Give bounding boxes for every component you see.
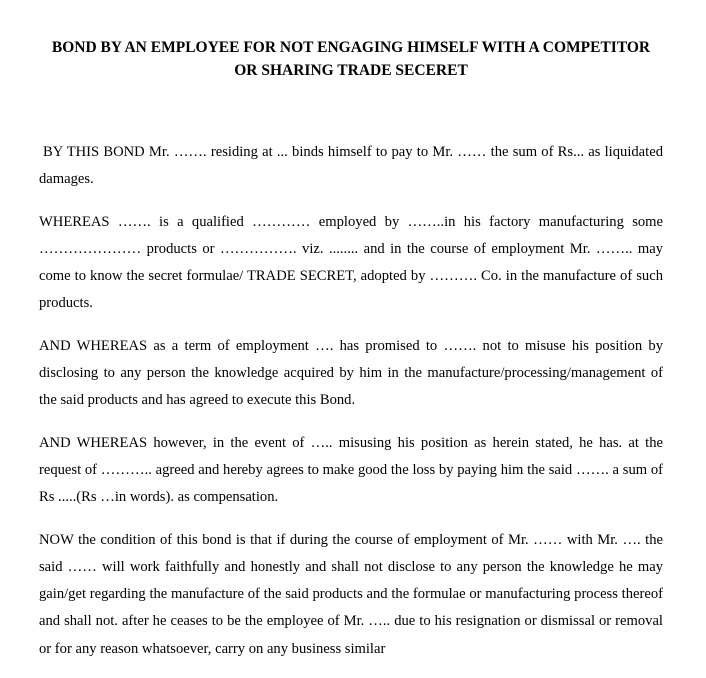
title-line-1: BOND BY AN EMPLOYEE FOR NOT ENGAGING HIMSELF WITH A COMPETITOR <box>51 39 651 56</box>
paragraph-whereas-compensation: AND WHEREAS however, in the event of ….. misusing his position as herein stated, he has. at the request of ……….. agreed and hereby agrees to make good the loss by paying him the said ……. a sum of Rs .....(Rs …in words). as compensation. <box>39 434 663 506</box>
title-line-2: OR SHARING TRADE SECERET <box>234 62 468 79</box>
document-title <box>39 36 663 82</box>
paragraph-whereas-employment: WHEREAS ……. is a qualified ………… employed by ……..in his factory manufacturing some ………………… products or ……………. viz. ........ and in the course of employment Mr. …….. may come to know the secret formulae/ TRADE SECRET, adopted by ………. Co. in the manufacture of such products. <box>39 213 663 312</box>
paragraph-condition: NOW the condition of this bond is that if during the course of employment of Mr. …… with Mr. …. the said …… will work faithfully and honestly and shall not disclose to any person the knowledge he may gain/get regarding the manufacture of the said products and the formulae or manufacturing process thereof and shall not. after he ceases to be the employee of Mr. ….. due to his resignation or dismissal or removal or for any reason whatsoever, carry on any business similar <box>39 531 663 657</box>
paragraph-whereas-promise: AND WHEREAS as a term of employment …. has promised to ……. not to misuse his position by disclosing to any person the knowledge acquired by him in the manufacture/processing/management of the said products and has agreed to execute this Bond. <box>39 337 663 409</box>
paragraph-bond-declaration: BY THIS BOND Mr. ……. residing at ... binds himself to pay to Mr. …… the sum of Rs... as liquidated damages. <box>39 144 663 188</box>
document-page <box>39 36 663 678</box>
document-body <box>39 139 663 663</box>
